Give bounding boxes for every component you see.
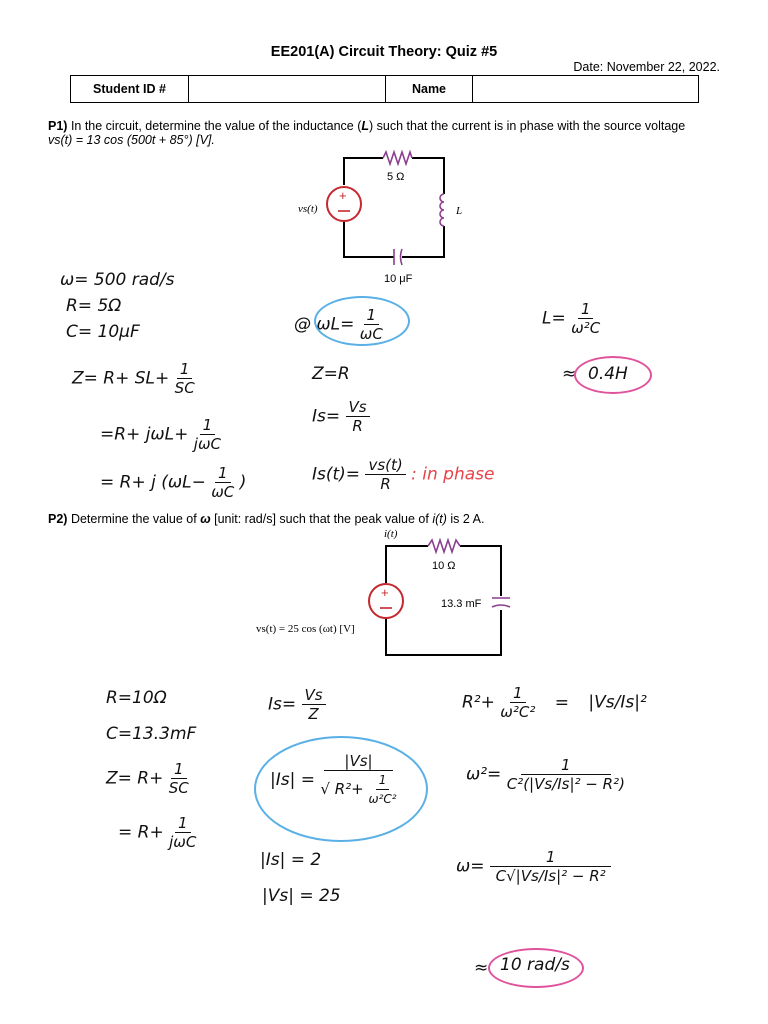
p2-capacitor-symbol bbox=[492, 598, 510, 607]
p2-given-c: C=13.3mF bbox=[106, 724, 197, 744]
p1-approx-sign: ≈ bbox=[562, 364, 577, 384]
quiz-date: Date: November 22, 2022. bbox=[573, 60, 720, 74]
p1-z-equals-r: Z=R bbox=[312, 364, 350, 384]
p2-w-squared: ω²= $\frac{1}{\text{C²(|Vs/Is|² − R²)}}$ bbox=[466, 756, 625, 793]
p2-text-b: ω bbox=[200, 512, 211, 526]
p2-text-e: is 2 A. bbox=[450, 512, 485, 526]
student-id-label: Student ID # bbox=[71, 76, 189, 103]
p2-capacitor-label: 13.3 mF bbox=[441, 598, 482, 610]
p2-given-r: R=10Ω bbox=[106, 688, 167, 708]
p2-answer: 10 rad/s bbox=[500, 955, 570, 975]
p2-resistor-label: 10 Ω bbox=[432, 560, 456, 572]
p2-text-a: Determine the value of bbox=[70, 512, 197, 526]
p2-eq1: R²+ $\frac{1}{\text{ω²C²}}$ = |Vs/Is|² bbox=[462, 684, 647, 721]
name-label: Name bbox=[386, 76, 473, 103]
p2-resistor-symbol bbox=[428, 540, 460, 552]
p1-impedance-line1: Z= R+ SL+ $\frac{1}{SC}$ bbox=[72, 360, 195, 397]
p2-text-c: [unit: rad/s] such that the peak value of bbox=[214, 512, 429, 526]
p1-resistor-label: 5 Ω bbox=[387, 171, 405, 183]
p2-is-equation: Is= $\frac{Vs}{Z}$ bbox=[268, 686, 326, 723]
p1-in-phase-note: : in phase bbox=[411, 464, 495, 485]
p2-impedance-line2: = R+ $\frac{1}{\text{jωC}}$ bbox=[118, 814, 197, 851]
p1-text-d: vs(t) = 13 cos (500t + 85°) [V]. bbox=[48, 133, 215, 147]
p1-ist-equation: Is(t)= $\frac{vs(t)}{R}$ : in phase bbox=[312, 456, 495, 493]
p2-approx-sign: ≈ bbox=[474, 958, 489, 978]
p1-text-b: L bbox=[361, 119, 370, 133]
svg-text:+: + bbox=[339, 188, 347, 203]
p1-condition: @ ωL= $\frac{1}{\omega C}$ bbox=[294, 306, 383, 343]
p1-given-c: C= 10μF bbox=[66, 322, 140, 342]
svg-text:+: + bbox=[381, 585, 389, 600]
p1-l-formula: L= $\frac{1}{\text{ω²C}}$ bbox=[542, 300, 601, 337]
p1-impedance-line3: = R+ j (ωL− $\frac{1}{\omega C}$ ) bbox=[100, 464, 247, 501]
p2-impedance-line1: Z= R+ $\frac{1}{SC}$ bbox=[106, 760, 189, 797]
p2-label: P2) bbox=[48, 512, 68, 526]
p1-given-omega: ω= 500 rad/s bbox=[60, 270, 175, 290]
p1-text-c: ) such that the current is in phase with the source voltage bbox=[369, 119, 686, 133]
p2-w-formula: ω= $\frac{1}{\text{C√|Vs/Is|² − R²}}$ bbox=[456, 848, 611, 885]
p1-is-equation: Is= $\frac{Vs}{R}$ bbox=[312, 398, 370, 435]
p2-source-label: vs(t) = 25 cos (ωt) [V] bbox=[256, 623, 355, 635]
p1-answer: 0.4H bbox=[588, 364, 628, 384]
quiz-title: EE201(A) Circuit Theory: Quiz #5 bbox=[270, 44, 498, 60]
p1-inductor-label: L bbox=[456, 205, 463, 217]
p2-magnitude-circle bbox=[254, 736, 428, 842]
p2-vs-value: |Vs| = 25 bbox=[262, 886, 341, 906]
p1-capacitor-label: 10 μF bbox=[384, 273, 413, 285]
p2-answer-circle bbox=[488, 948, 584, 988]
p2-magnitude-equation: |Is| = |Vs| √ R²+ $\frac{1}{\text{ω²C²}}$ bbox=[270, 752, 397, 806]
p1-text-a: In the circuit, determine the value of the inductance ( bbox=[70, 119, 362, 133]
p1-label: P1) bbox=[48, 119, 68, 133]
p1-given-r: R= 5Ω bbox=[66, 296, 122, 316]
p2-text-d: i(t) bbox=[432, 512, 447, 526]
p2-current-label: i(t) bbox=[384, 528, 398, 540]
p2-is-value: |Is| = 2 bbox=[260, 850, 322, 870]
p1-source-label: vs(t) bbox=[298, 203, 318, 215]
p1-impedance-line2: =R+ jωL+ $\frac{1}{\text{jωC}}$ bbox=[100, 416, 221, 453]
